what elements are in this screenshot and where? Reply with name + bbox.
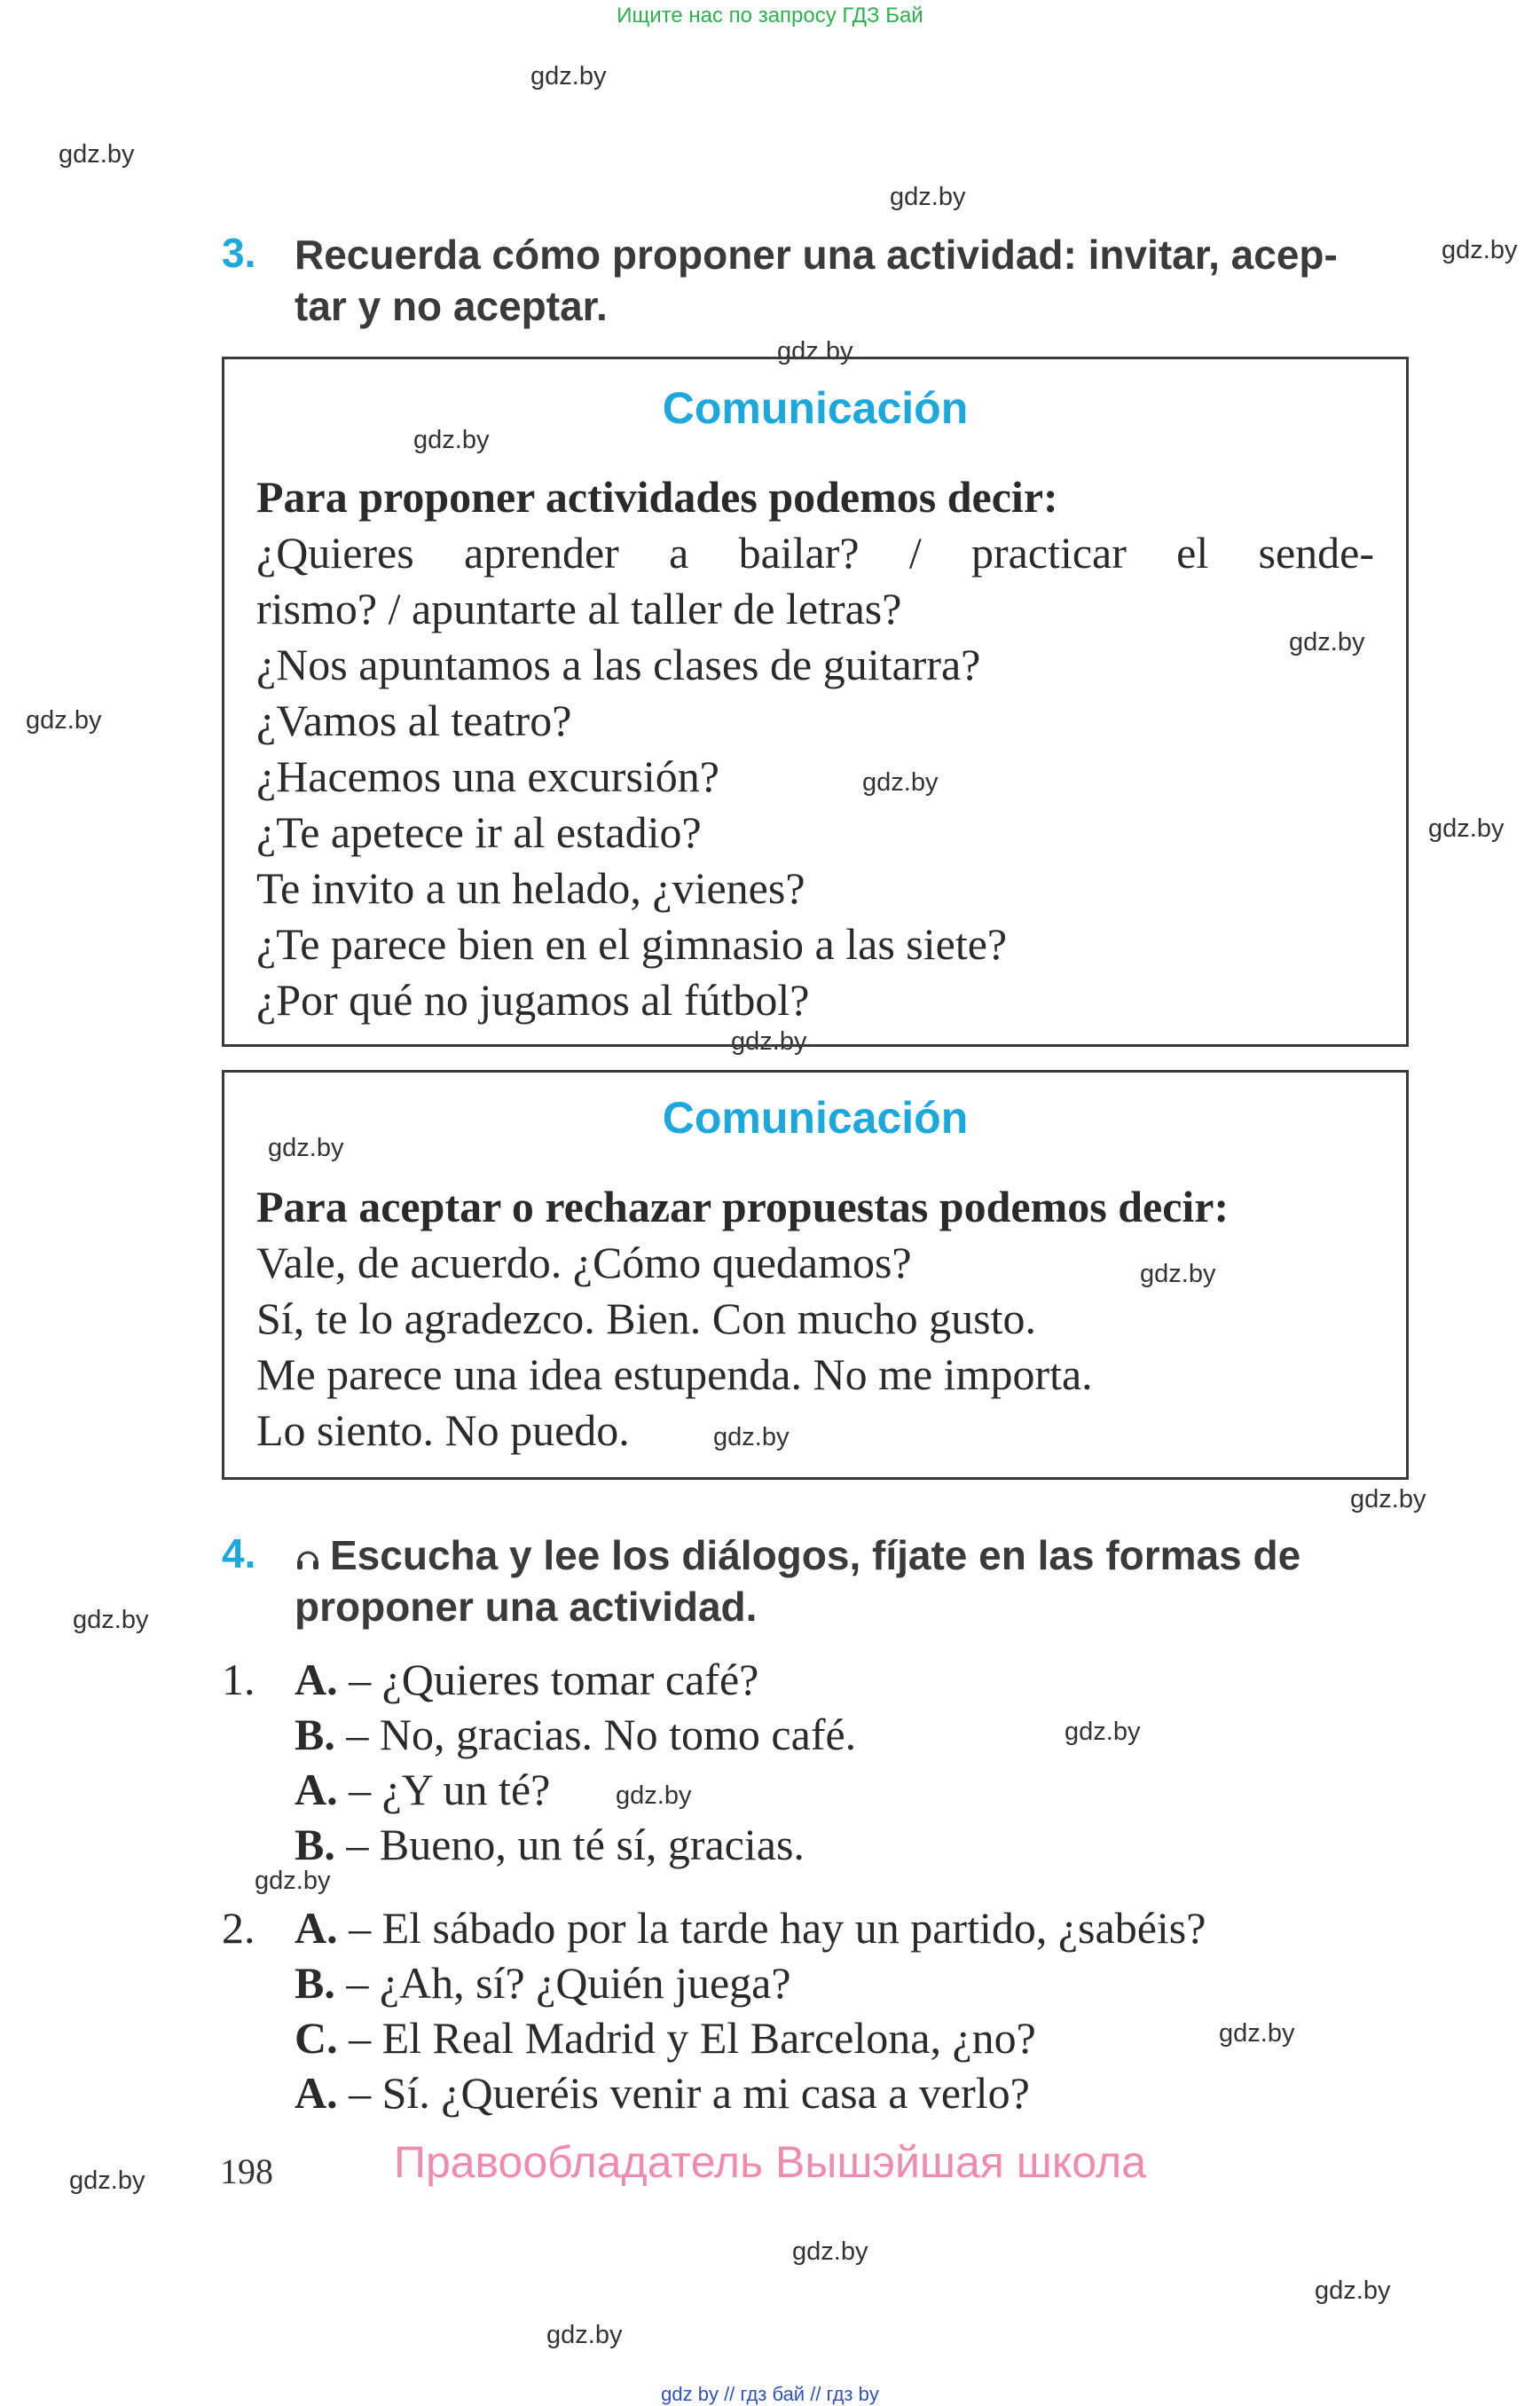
dialog-1-number: 1.: [222, 1655, 255, 1704]
dialog-line: [295, 1762, 856, 1817]
watermark: gdz.by: [268, 1134, 344, 1162]
box-heading: Para aceptar o rechazar propuestas podemos decir:: [256, 1182, 1230, 1231]
watermark: gdz.by: [1442, 236, 1518, 264]
speaker: A.: [295, 1903, 338, 1953]
box-line: rismo? / apuntarte al taller de letras?: [256, 584, 902, 633]
exercise-3-title-line-1: Recuerda cómo proponer una actividad: invitar, acep-: [295, 232, 1338, 278]
box-content: [256, 1179, 1374, 1459]
speaker: C.: [295, 2013, 338, 2063]
box-title: Comunicación: [662, 1093, 969, 1143]
box-line: ¿Quieres aprender a bailar? / practicar el sende-: [256, 528, 1374, 578]
watermark: gdz.by: [73, 1606, 149, 1634]
speaker: B.: [295, 1710, 335, 1759]
box-heading: Para proponer actividades podemos decir:: [256, 472, 1058, 522]
watermark: gdz.by: [713, 1423, 790, 1451]
dialog-2: [295, 1900, 1206, 2120]
watermark: gdz.by: [26, 706, 102, 735]
watermark: gdz.by: [530, 62, 607, 90]
box-line: Sí, te lo agradezco. Bien. Con mucho gusto.: [256, 1293, 1037, 1343]
dialog-line: [295, 2065, 1206, 2120]
dialog-text: – ¿Quieres tomar café?: [337, 1655, 759, 1704]
speaker: A.: [295, 1765, 338, 1814]
watermark: gdz.by: [792, 2237, 868, 2266]
headphones-icon: [295, 1545, 321, 1572]
top-banner: Ищите нас по запросу ГДЗ Бай: [617, 4, 923, 28]
dialog-1: [295, 1652, 856, 1872]
dialog-text: – ¿Y un té?: [337, 1765, 551, 1814]
exercise-4-title-line-2: proponer una actividad.: [295, 1584, 758, 1630]
exercise-4-number: 4.: [222, 1530, 256, 1576]
dialog-2-number: 2.: [222, 1903, 255, 1953]
box-title: Comunicación: [662, 383, 969, 433]
footer-links: gdz by // гдз бай // гдз by: [661, 2383, 879, 2405]
watermark: gdz.by: [1315, 2276, 1391, 2305]
watermark: gdz.by: [616, 1781, 692, 1810]
speaker: A.: [295, 2068, 338, 2118]
exercise-4-title: [295, 1529, 1300, 1632]
exercise-3-title: [295, 229, 1338, 332]
speaker: B.: [295, 1958, 335, 2008]
dialog-line: [295, 1652, 856, 1707]
exercise-3-title-line-2: tar y no aceptar.: [295, 283, 608, 329]
dialog-text: – Sí. ¿Queréis venir a mi casa a verlo?: [337, 2068, 1030, 2118]
box-line: ¿Hacemos una excursión?: [256, 751, 719, 801]
watermark: gdz.by: [413, 426, 490, 454]
exercise-3-number: 3.: [222, 230, 256, 276]
box-content: [256, 469, 1374, 1028]
box-line: ¿Vamos al teatro?: [256, 696, 572, 745]
box-line: Te invito a un helado, ¿vienes?: [256, 863, 805, 913]
box-line: Lo siento. No puedo.: [256, 1405, 630, 1455]
watermark: gdz.by: [1219, 2019, 1295, 2048]
watermark: gdz.by: [1350, 1485, 1426, 1514]
watermark: gdz.by: [546, 2321, 623, 2349]
box-line: Me parece una idea estupenda. No me importa.: [256, 1349, 1093, 1399]
dialog-line: [295, 1955, 1206, 2010]
communication-box-accept: [222, 1070, 1409, 1480]
box-line: ¿Te apetece ir al estadio?: [256, 807, 702, 857]
dialog-text: – El Real Madrid y El Barcelona, ¿no?: [337, 2013, 1036, 2063]
dialog-line: [295, 1817, 856, 1872]
watermark: gdz.by: [890, 183, 966, 211]
speaker: B.: [295, 1820, 335, 1869]
watermark: gdz.by: [731, 1027, 807, 1056]
box-line: Vale, de acuerdo. ¿Cómo quedamos?: [256, 1238, 912, 1287]
dialog-text: – ¿Ah, sí? ¿Quién juega?: [334, 1958, 791, 2008]
communication-box-propose: [222, 357, 1409, 1047]
watermark: gdz.by: [862, 768, 939, 797]
exercise-4-title-text: Escucha y lee los diálogos, fíjate en las formas de: [330, 1532, 1301, 1578]
watermark: gdz.by: [255, 1867, 331, 1895]
speaker: A.: [295, 1655, 338, 1704]
watermark: gdz.by: [69, 2166, 145, 2195]
watermark: gdz.by: [1065, 1718, 1141, 1746]
dialog-text: – Bueno, un té sí, gracias.: [334, 1820, 805, 1869]
box-line: ¿Nos apuntamos a las clases de guitarra?: [256, 640, 981, 689]
copyright-notice: Правообладатель Вышэйшая школа: [394, 2137, 1146, 2187]
dialog-text: – El sábado por la tarde hay un partido, ¿sabéis?: [337, 1903, 1206, 1953]
dialog-line: [295, 1707, 856, 1762]
dialog-line: [295, 2010, 1206, 2065]
exercise-4-title-line-1: [295, 1529, 1300, 1581]
watermark: gdz.by: [1140, 1260, 1216, 1288]
box-line: ¿Por qué no jugamos al fútbol?: [256, 975, 810, 1025]
watermark: gdz.by: [1289, 628, 1365, 657]
watermark: gdz.by: [59, 140, 135, 169]
box-line: ¿Te parece bien en el gimnasio a las siete?: [256, 919, 1008, 969]
watermark: gdz.by: [1428, 814, 1505, 843]
page-number: 198: [220, 2151, 273, 2191]
dialog-text: – No, gracias. No tomo café.: [334, 1710, 857, 1759]
watermark: gdz.by: [777, 337, 853, 366]
dialog-line: [295, 1900, 1206, 1955]
